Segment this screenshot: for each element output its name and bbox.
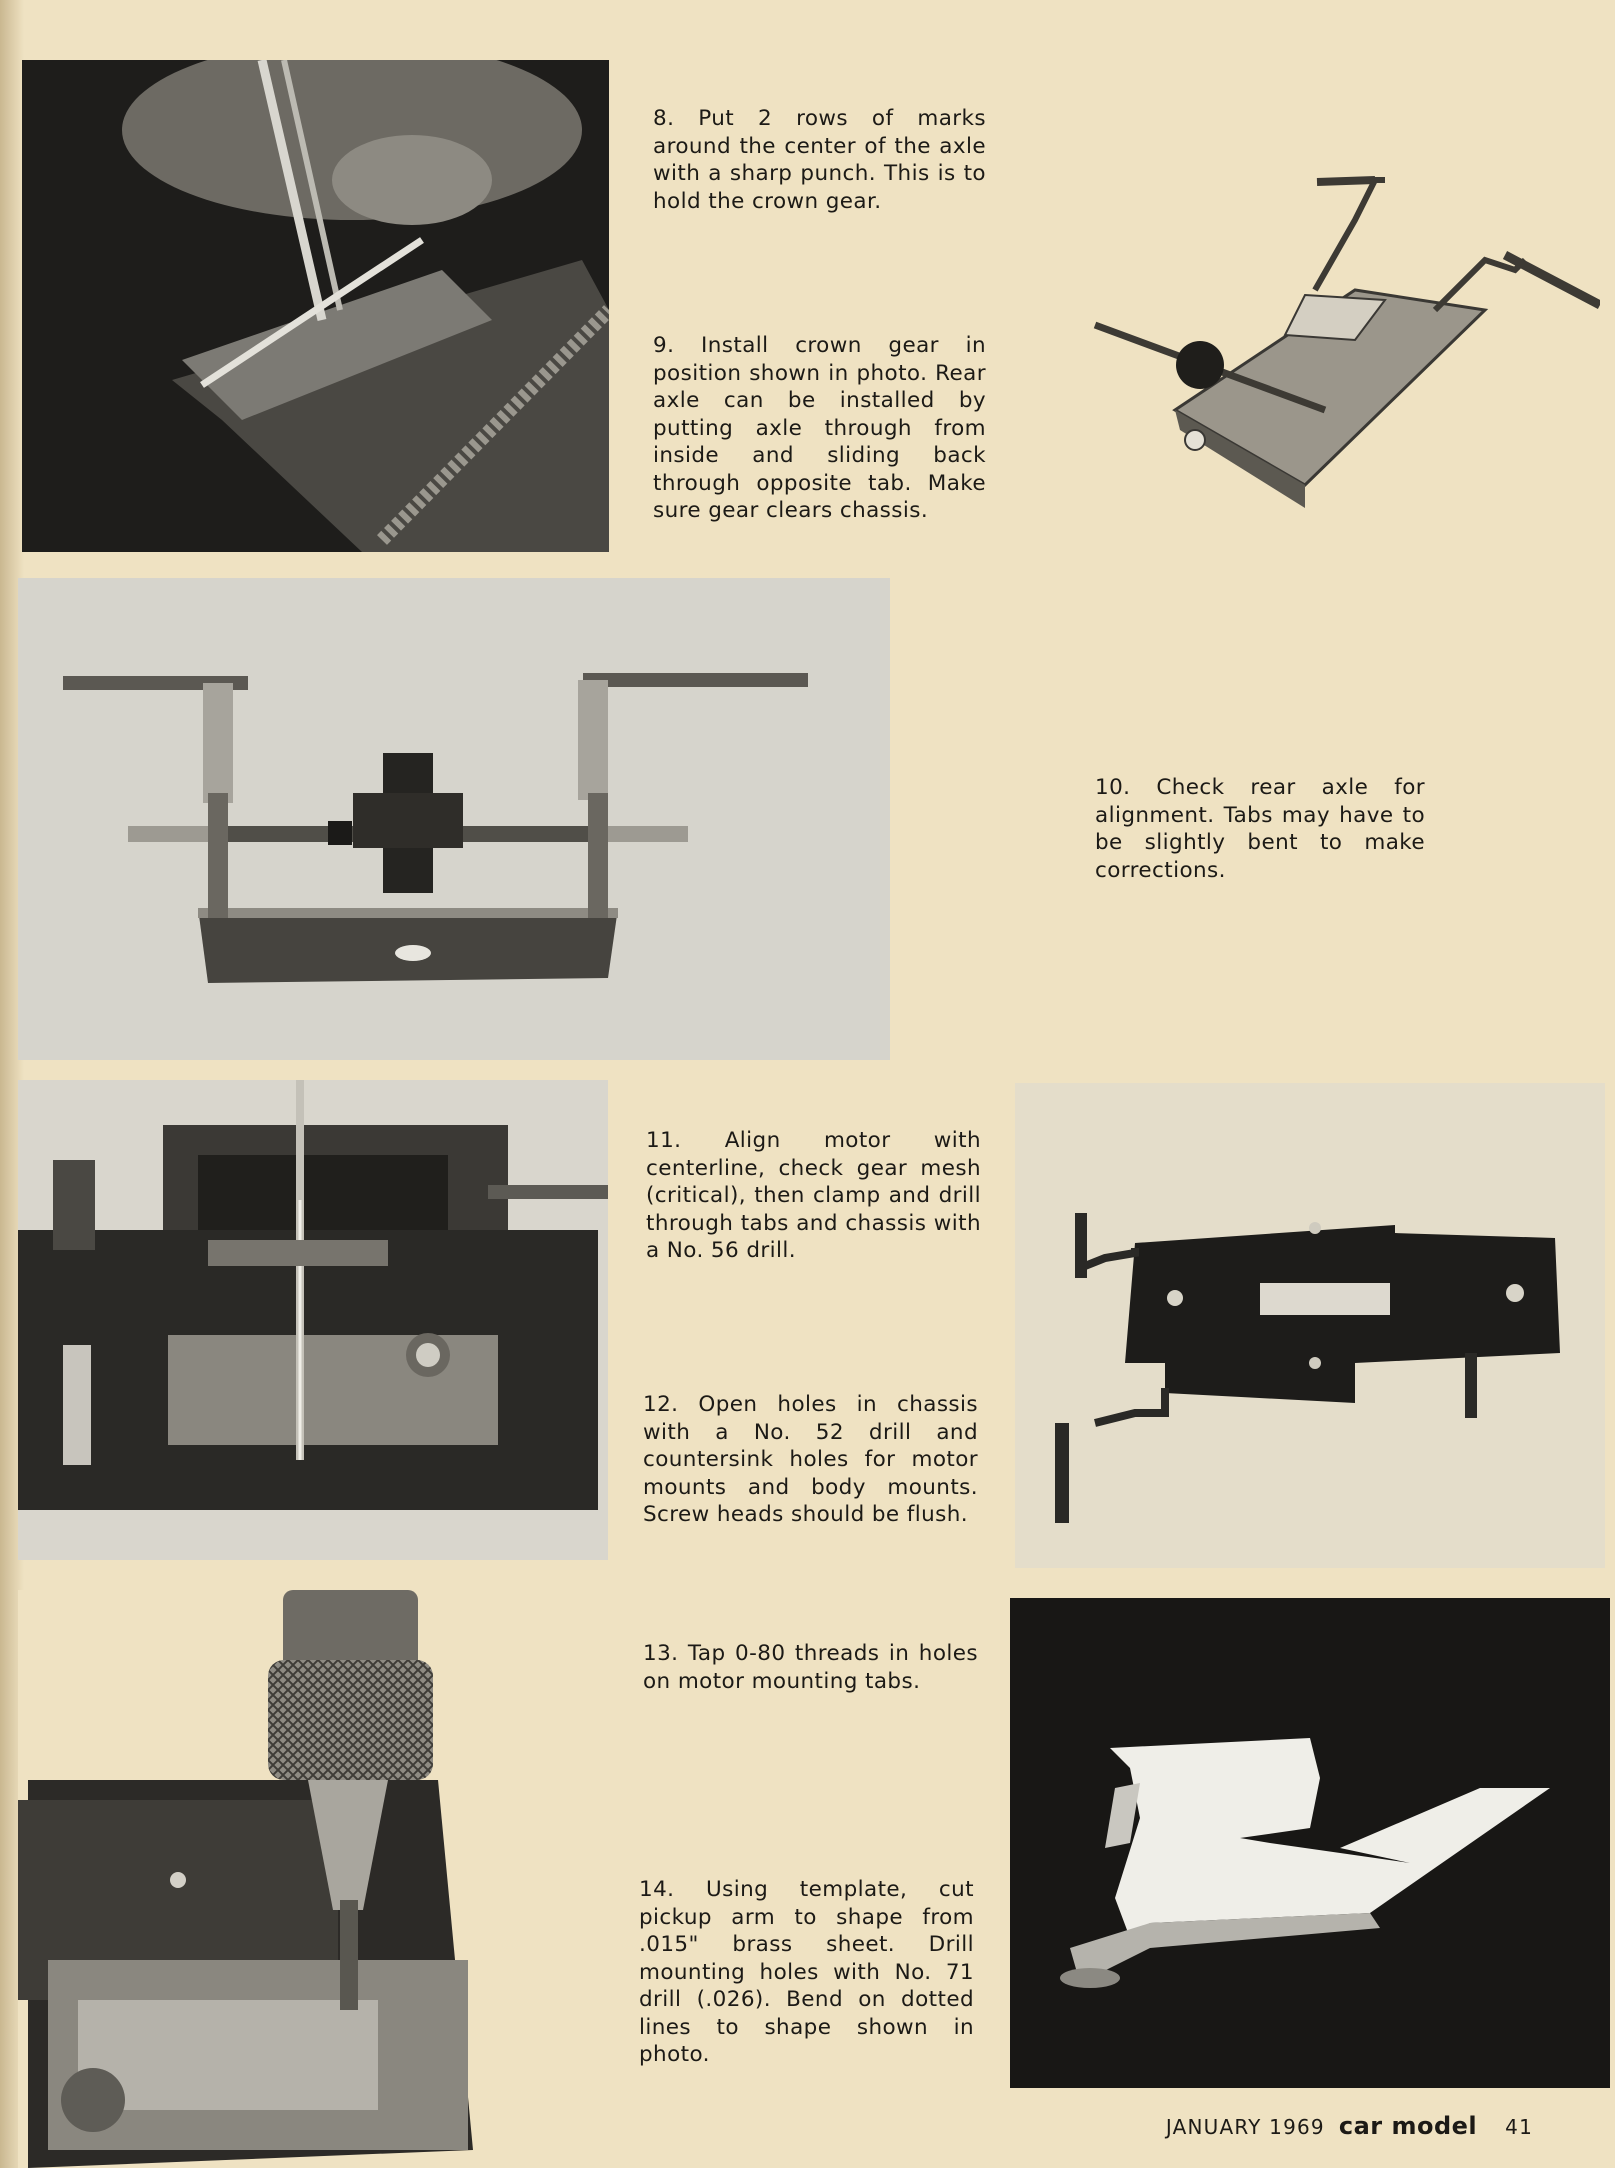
photo-axle-alignment — [18, 578, 890, 1060]
footer-date: JANUARY 1969 — [1165, 2115, 1325, 2139]
photo-motor-drill — [18, 1080, 608, 1560]
caption-step-12: 12. Open holes in chassis with a No. 52 drill and countersink holes for motor mounts and body mounts. Screw heads should be flush. — [643, 1392, 978, 1527]
caption-step-8: 8. Put 2 rows of marks around the center of the axle with a sharp punch. This is to hold the crown gear. — [653, 106, 986, 214]
page-footer — [1166, 2112, 1533, 2140]
photo-chassis-countersink — [1015, 1083, 1605, 1568]
photo-chassis-axle — [1055, 140, 1600, 520]
footer-page-number: 41 — [1505, 2115, 1533, 2139]
caption-step-13: 13. Tap 0-80 threads in holes on motor mounting tabs. — [643, 1641, 978, 1694]
caption-step-10: 10. Check rear axle for alignment. Tabs may have to be slightly bent to make corrections. — [1095, 775, 1425, 883]
photo-tap-threads — [18, 1590, 603, 2168]
caption-step-14: 14. Using template, cut pickup arm to shape from .015" brass sheet. Drill mounting holes with No. 71 drill (.026). Bend on dotted lines to shape shown in photo. — [639, 1877, 974, 2067]
footer-magazine-name: car model — [1338, 2112, 1478, 2140]
caption-step-9: 9. Install crown gear in position shown in photo. Rear axle can be installed by putting axle through from inside and sliding back through opposite tab. Make sure gear clears chassis. — [653, 333, 986, 523]
photo-axle-punch — [22, 60, 609, 552]
photo-pickup-arm — [1010, 1598, 1610, 2088]
caption-step-11: 11. Align motor with centerline, check gear mesh (critical), then clamp and drill through tabs and chassis with a No. 56 drill. — [646, 1128, 981, 1263]
